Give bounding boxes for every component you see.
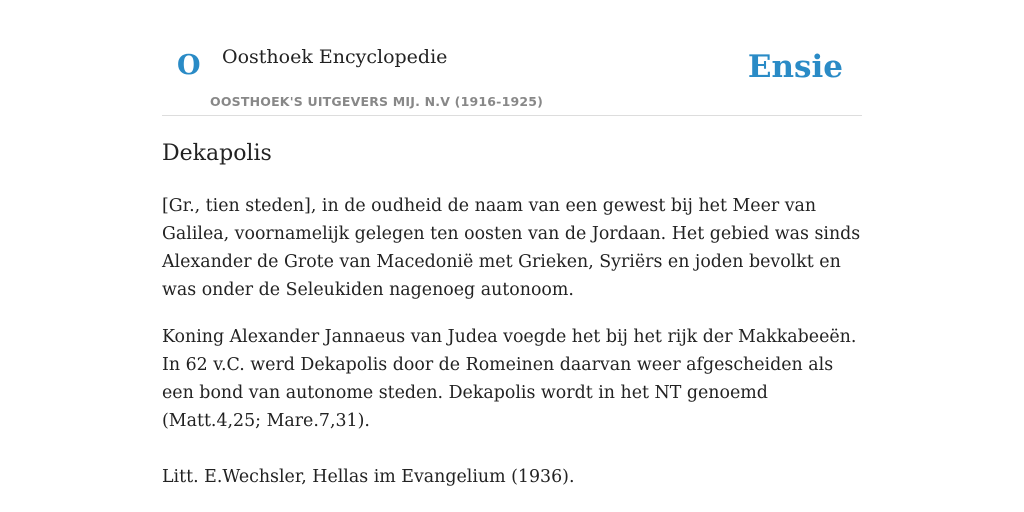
ensie-brand-logo[interactable]: Ensie — [747, 49, 843, 85]
site-header — [162, 36, 862, 116]
article-body — [162, 192, 862, 491]
oosthoek-logo-icon[interactable]: O — [177, 50, 201, 81]
article-paragraph: [Gr., tien steden], in de oudheid de naam van een gewest bij het Meer van Galilea, voornamelijk gelegen ten oosten van de Jordaan. Het gebied was sinds Alexander de Grote van Macedonië met Grieken, Syriërs en joden bevolkt en was onder de Seleukiden nagenoeg autonoom. — [162, 196, 861, 300]
encyclopedia-title[interactable]: Oosthoek Encyclopedie — [222, 46, 448, 68]
publisher-subtitle: OOSTHOEK'S UITGEVERS MIJ. N.V (1916-1925) — [210, 94, 544, 109]
article-paragraph: Koning Alexander Jannaeus van Judea voegde het bij het rijk der Makkabeeën. In 62 v.C. werd Dekapolis door de Romeinen daarvan weer afgescheiden als een bond van autonome steden. Dekapolis wordt in het NT genoemd (Matt.4,25; Mare.7,31). — [162, 327, 857, 431]
article-headword: Dekapolis — [162, 141, 272, 166]
literature-reference: Litt. E.Wechsler, Hellas im Evangelium (1936). — [162, 467, 575, 487]
